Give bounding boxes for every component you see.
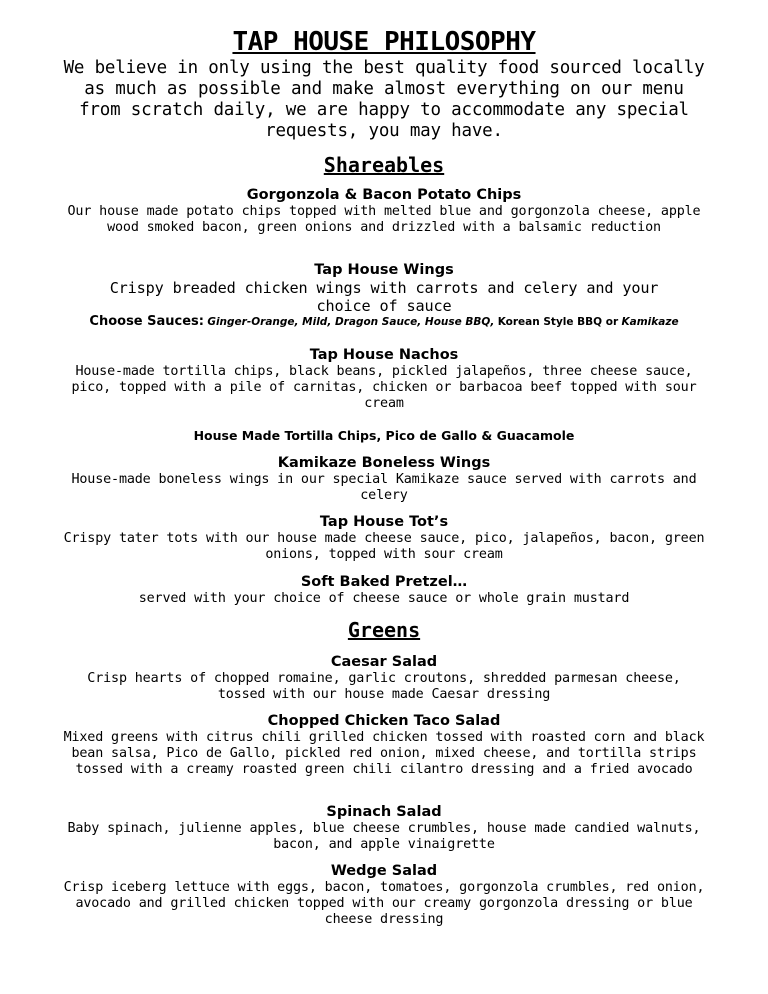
item-name-pretzel: Soft Baked Pretzel… <box>300 574 468 590</box>
item-desc-pretzel: served with your choice of cheese sauce or whole grain mustard <box>138 591 630 606</box>
item-name-wings: Tap House Wings <box>314 262 454 278</box>
item-name-potato-chips: Gorgonzola & Bacon Potato Chips <box>246 187 522 203</box>
item-desc-wedge: Crisp iceberg lettuce with eggs, bacon, tomatoes, gorgonzola crumbles, red onion, avocado and grilled chicken topped with our creamy gorgonzola dressing or blue cheese dressing <box>63 880 705 927</box>
item-desc-spinach: Baby spinach, julienne apples, blue cheese crumbles, house made candied walnuts, bacon, and apple vinaigrette <box>67 821 701 852</box>
sauces-last: Kamikaze <box>621 316 679 328</box>
sauces-plain-list: Korean Style BBQ or <box>497 316 619 328</box>
sauces-label: Choose Sauces: <box>89 314 204 329</box>
item-name-taco-salad: Chopped Chicken Taco Salad <box>267 713 501 729</box>
section-heading-shareables: Shareables <box>323 153 445 177</box>
item-name-nachos: Tap House Nachos <box>309 347 459 363</box>
sauces-italic-list: Ginger-Orange, Mild, Dragon Sauce, House BBQ, <box>207 316 495 328</box>
page-title: TAP HOUSE PHILOSOPHY <box>232 27 536 57</box>
philosophy-text: We believe in only using the best quality food sourced locally as much as possible and make almost everything on our menu from scratch daily, we are happy to accommodate any special requests, you may have. <box>63 58 705 141</box>
section-heading-greens: Greens <box>347 618 421 642</box>
item-desc-caesar: Crisp hearts of chopped romaine, garlic croutons, shredded parmesan cheese, tossed with our house made Caesar dressing <box>87 671 681 702</box>
item-desc-kamikaze: House-made boneless wings in our special Kamikaze sauce served with carrots and celery <box>71 472 697 503</box>
item-name-kamikaze: Kamikaze Boneless Wings <box>277 455 491 471</box>
item-name-tots: Tap House Tot’s <box>319 514 449 530</box>
item-desc-wings: Crispy breaded chicken wings with carrots and celery and your choice of sauce <box>109 279 659 315</box>
item-desc-taco-salad: Mixed greens with citrus chili grilled chicken tossed with roasted corn and black bean salsa, Pico de Gallo, pickled red onion, mixed cheese, and tortilla strips tossed with a creamy roasted green chili cilantro dressing and a fried avocado <box>63 730 705 777</box>
item-name-wedge: Wedge Salad <box>330 863 438 879</box>
chips-guac-line: House Made Tortilla Chips, Pico de Gallo & Guacamole <box>193 428 575 443</box>
item-name-spinach: Spinach Salad <box>326 804 442 820</box>
sauce-options <box>0 314 768 330</box>
item-desc-tots: Crispy tater tots with our house made cheese sauce, pico, jalapeños, bacon, green onions, topped with sour cream <box>63 531 705 562</box>
item-name-caesar: Caesar Salad <box>330 654 438 670</box>
item-desc-potato-chips: Our house made potato chips topped with melted blue and gorgonzola cheese, apple wood smoked bacon, green onions and drizzled with a balsamic reduction <box>67 204 701 235</box>
item-desc-nachos: House-made tortilla chips, black beans, pickled jalapeños, three cheese sauce, pico, topped with a pile of carnitas, chicken or barbacoa beef topped with sour cream <box>71 364 697 411</box>
